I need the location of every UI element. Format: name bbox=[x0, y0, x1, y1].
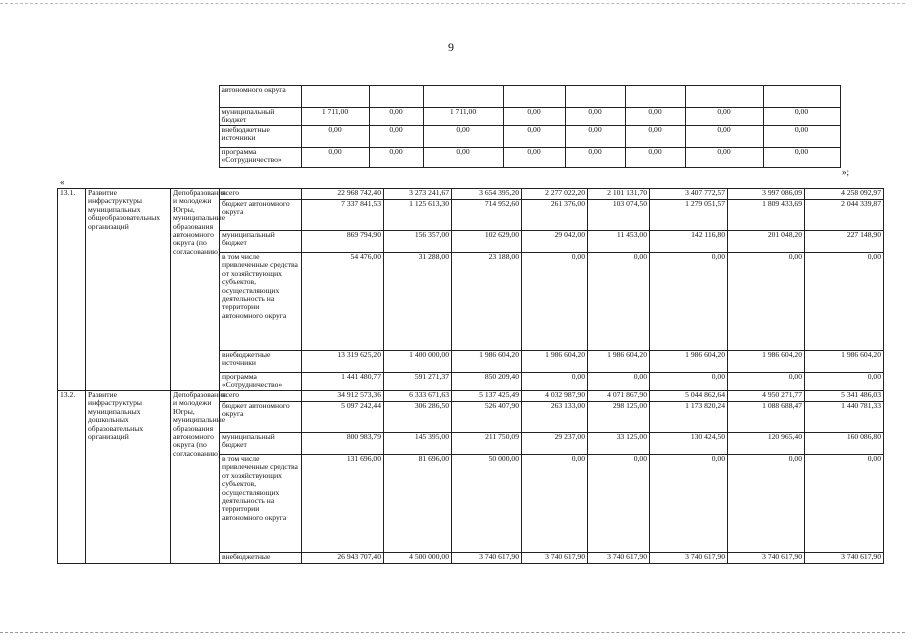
value-cell: 102 629,00 bbox=[452, 231, 522, 253]
table-row bbox=[57, 108, 919, 126]
value-cell: 1 440 781,33 bbox=[805, 402, 884, 433]
row-label: в том числе привлеченные средства от хозяйствующих субъектов, осуществляющих деятельность на территории автономного округа bbox=[220, 253, 302, 351]
value-cell: 0,00 bbox=[522, 455, 588, 553]
row-label: муниципальный бюджет bbox=[220, 231, 302, 253]
empty-cell bbox=[57, 126, 219, 148]
value-cell: 1 279 051,57 bbox=[650, 200, 728, 231]
value-cell: 0,00 bbox=[301, 126, 369, 148]
value-cell: 23 188,00 bbox=[452, 253, 522, 351]
value-cell bbox=[503, 86, 565, 108]
value-cell: 869 794,90 bbox=[302, 231, 384, 253]
value-cell: 714 952,60 bbox=[452, 200, 522, 231]
value-cell: 0,00 bbox=[805, 373, 884, 391]
row-label: бюджет автономного округа bbox=[220, 402, 302, 433]
value-cell: 103 074,50 bbox=[588, 200, 650, 231]
value-cell: 0,00 bbox=[685, 126, 763, 148]
value-cell: 22 968 742,40 bbox=[302, 189, 384, 200]
value-cell: 4 071 867,90 bbox=[588, 391, 650, 402]
row-label: в том числе привлеченные средства от хозяйствующих субъектов, осуществляющих деятельность на территории автономного округа bbox=[220, 455, 302, 553]
value-cell: 261 376,00 bbox=[522, 200, 588, 231]
value-cell: 4 032 987,90 bbox=[522, 391, 588, 402]
budget-table-main bbox=[57, 188, 884, 564]
value-cell: 31 288,00 bbox=[384, 253, 452, 351]
value-cell: 0,00 bbox=[522, 373, 588, 391]
value-cell: 5 097 242,44 bbox=[302, 402, 384, 433]
value-cell: 11 453,00 bbox=[588, 231, 650, 253]
value-cell: 1 125 613,30 bbox=[384, 200, 452, 231]
item-executor: Депобразования и молодежи Югры, муниципальные образования автономного округа (по согласованию) bbox=[171, 189, 220, 391]
value-cell bbox=[423, 86, 503, 108]
value-cell: 120 965,40 bbox=[728, 433, 805, 455]
row-label: муниципальный бюджет bbox=[220, 433, 302, 455]
value-cell: 0,00 bbox=[763, 148, 840, 168]
table-row bbox=[58, 189, 884, 200]
value-cell: 0,00 bbox=[763, 126, 840, 148]
value-cell: 0,00 bbox=[503, 148, 565, 168]
value-cell bbox=[625, 86, 685, 108]
value-cell: 1 986 604,20 bbox=[452, 351, 522, 373]
value-cell: 1 986 604,20 bbox=[650, 351, 728, 373]
value-cell bbox=[763, 86, 840, 108]
row-label: всего bbox=[220, 189, 302, 200]
value-cell: 50 000,00 bbox=[452, 455, 522, 553]
value-cell: 1 088 688,47 bbox=[728, 402, 805, 433]
value-cell: 0,00 bbox=[728, 253, 805, 351]
value-cell: 0,00 bbox=[565, 108, 625, 126]
value-cell: 1 711,00 bbox=[301, 108, 369, 126]
empty-cell bbox=[57, 86, 219, 108]
item-number: 13.2. bbox=[58, 391, 86, 564]
value-cell: 131 696,00 bbox=[302, 455, 384, 553]
value-cell: 0,00 bbox=[565, 126, 625, 148]
value-cell: 2 101 131,70 bbox=[588, 189, 650, 200]
value-cell: 29 237,00 bbox=[522, 433, 588, 455]
value-cell: 0,00 bbox=[369, 148, 423, 168]
value-cell: 0,00 bbox=[805, 253, 884, 351]
value-cell: 0,00 bbox=[805, 455, 884, 553]
value-cell bbox=[685, 86, 763, 108]
value-cell: 0,00 bbox=[685, 108, 763, 126]
scan-edge-top bbox=[0, 3, 905, 4]
row-label: внебюджетные источники bbox=[219, 126, 301, 148]
value-cell: 3 740 617,90 bbox=[522, 553, 588, 564]
empty-cell bbox=[57, 148, 219, 168]
closing-quote: »; bbox=[842, 167, 850, 177]
value-cell: 1 986 604,20 bbox=[522, 351, 588, 373]
value-cell: 5 137 425,49 bbox=[452, 391, 522, 402]
value-cell: 0,00 bbox=[763, 108, 840, 126]
value-cell: 526 407,90 bbox=[452, 402, 522, 433]
value-cell: 3 740 617,90 bbox=[452, 553, 522, 564]
value-cell: 0,00 bbox=[650, 455, 728, 553]
value-cell: 1 173 820,24 bbox=[650, 402, 728, 433]
value-cell: 13 319 625,20 bbox=[302, 351, 384, 373]
item-executor: Депобразования и молодежи Югры, муниципальные образования автономного округа (по согласованию) bbox=[171, 391, 220, 564]
value-cell: 1 986 604,20 bbox=[728, 351, 805, 373]
value-cell: 0,00 bbox=[423, 126, 503, 148]
value-cell: 0,00 bbox=[522, 253, 588, 351]
value-cell: 0,00 bbox=[301, 148, 369, 168]
value-cell: 0,00 bbox=[625, 148, 685, 168]
value-cell: 81 696,00 bbox=[384, 455, 452, 553]
table-row bbox=[58, 391, 884, 402]
value-cell: 54 476,00 bbox=[302, 253, 384, 351]
item-name: Развитие инфраструктуры муниципальных дошкольных образовательных организаций bbox=[86, 391, 171, 564]
item-name: Развитие инфраструктуры муниципальных общеобразовательных организаций bbox=[86, 189, 171, 391]
value-cell: 4 500 000,00 bbox=[384, 553, 452, 564]
value-cell: 263 133,00 bbox=[522, 402, 588, 433]
value-cell: 145 395,00 bbox=[384, 433, 452, 455]
value-cell: 0,00 bbox=[503, 108, 565, 126]
value-cell: 3 740 617,90 bbox=[588, 553, 650, 564]
value-cell: 4 258 092,97 bbox=[805, 189, 884, 200]
value-cell: 0,00 bbox=[625, 108, 685, 126]
value-cell: 3 740 617,90 bbox=[728, 553, 805, 564]
value-cell: 160 086,80 bbox=[805, 433, 884, 455]
value-cell: 850 209,40 bbox=[452, 373, 522, 391]
value-cell: 0,00 bbox=[588, 373, 650, 391]
value-cell: 306 286,50 bbox=[384, 402, 452, 433]
value-cell: 0,00 bbox=[650, 253, 728, 351]
value-cell: 3 654 395,20 bbox=[452, 189, 522, 200]
value-cell: 0,00 bbox=[588, 253, 650, 351]
value-cell: 0,00 bbox=[685, 148, 763, 168]
value-cell: 26 943 707,40 bbox=[302, 553, 384, 564]
table-row bbox=[57, 86, 919, 108]
row-label: внебюджетные источники bbox=[220, 351, 302, 373]
row-label: программа «Сотрудничество» bbox=[220, 373, 302, 391]
value-cell: 0,00 bbox=[369, 108, 423, 126]
value-cell: 800 983,79 bbox=[302, 433, 384, 455]
budget-table-continued bbox=[57, 85, 919, 168]
empty-cell bbox=[57, 108, 219, 126]
value-cell: 211 750,09 bbox=[452, 433, 522, 455]
scan-edge-bottom bbox=[0, 632, 905, 633]
value-cell: 1 986 604,20 bbox=[805, 351, 884, 373]
value-cell: 2 044 339,87 bbox=[805, 200, 884, 231]
value-cell: 7 337 841,53 bbox=[302, 200, 384, 231]
table-row bbox=[57, 126, 919, 148]
value-cell: 5 341 486,03 bbox=[805, 391, 884, 402]
row-label: бюджет автономного округа bbox=[220, 200, 302, 231]
value-cell: 1 986 604,20 bbox=[588, 351, 650, 373]
value-cell: 298 125,00 bbox=[588, 402, 650, 433]
value-cell: 591 271,37 bbox=[384, 373, 452, 391]
value-cell: 0,00 bbox=[503, 126, 565, 148]
table-row bbox=[57, 148, 919, 168]
value-cell: 3 407 772,57 bbox=[650, 189, 728, 200]
value-cell: 1 809 433,69 bbox=[728, 200, 805, 231]
value-cell: 0,00 bbox=[728, 373, 805, 391]
value-cell: 0,00 bbox=[728, 455, 805, 553]
row-label: муниципальный бюджет bbox=[219, 108, 301, 126]
value-cell: 33 125,00 bbox=[588, 433, 650, 455]
row-label: автономного округа bbox=[219, 86, 301, 108]
value-cell: 227 148,90 bbox=[805, 231, 884, 253]
value-cell: 0,00 bbox=[565, 148, 625, 168]
value-cell: 0,00 bbox=[588, 455, 650, 553]
value-cell bbox=[301, 86, 369, 108]
value-cell: 1 711,00 bbox=[423, 108, 503, 126]
row-label: внебюджетные bbox=[220, 553, 302, 564]
opening-quote: « bbox=[60, 177, 65, 187]
value-cell bbox=[369, 86, 423, 108]
value-cell: 6 333 671,63 bbox=[384, 391, 452, 402]
value-cell: 4 950 271,77 bbox=[728, 391, 805, 402]
value-cell: 1 400 000,00 bbox=[384, 351, 452, 373]
value-cell: 3 740 617,90 bbox=[805, 553, 884, 564]
value-cell bbox=[565, 86, 625, 108]
value-cell: 142 116,80 bbox=[650, 231, 728, 253]
value-cell: 156 357,00 bbox=[384, 231, 452, 253]
value-cell: 3 273 241,67 bbox=[384, 189, 452, 200]
row-label: программа «Сотрудничество» bbox=[219, 148, 301, 168]
value-cell: 3 740 617,90 bbox=[650, 553, 728, 564]
value-cell: 201 048,20 bbox=[728, 231, 805, 253]
value-cell: 130 424,50 bbox=[650, 433, 728, 455]
page-number: 9 bbox=[448, 40, 454, 54]
value-cell: 1 441 480,77 bbox=[302, 373, 384, 391]
value-cell: 0,00 bbox=[650, 373, 728, 391]
value-cell: 34 912 573,36 bbox=[302, 391, 384, 402]
value-cell: 0,00 bbox=[369, 126, 423, 148]
value-cell: 3 997 086,09 bbox=[728, 189, 805, 200]
value-cell: 0,00 bbox=[625, 126, 685, 148]
value-cell: 2 277 022,20 bbox=[522, 189, 588, 200]
item-number: 13.1. bbox=[58, 189, 86, 391]
value-cell: 5 044 862,64 bbox=[650, 391, 728, 402]
value-cell: 0,00 bbox=[423, 148, 503, 168]
row-label: всего bbox=[220, 391, 302, 402]
value-cell: 29 042,00 bbox=[522, 231, 588, 253]
